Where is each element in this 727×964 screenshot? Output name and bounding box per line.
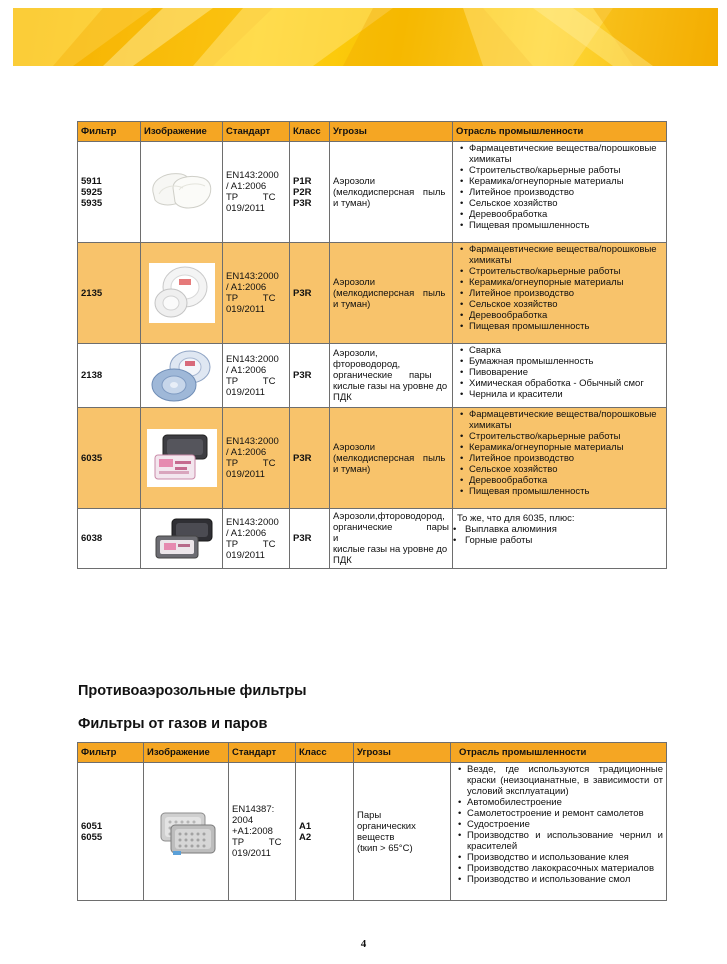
table-row (78, 408, 667, 509)
threats (354, 763, 451, 901)
round-filter-disc-icon (147, 261, 217, 325)
list-item: • Литейное производство (457, 453, 663, 464)
standard-line: / A1:2006 (226, 527, 267, 539)
class-value: P3R (293, 533, 312, 544)
filter-class (290, 344, 330, 408)
page-number: 4 (360, 938, 367, 950)
table-row (78, 142, 667, 243)
standard (223, 243, 290, 344)
threat-line: органические пары (333, 370, 432, 381)
list-item: • Чернила и красители (457, 389, 663, 400)
gas-cartridge-pair-icon (149, 807, 223, 857)
col-header-image: Изображение (144, 743, 229, 763)
table-row (78, 243, 667, 344)
standard-line: EN143:2000 (226, 170, 279, 181)
filter-code: 5935 (81, 197, 103, 209)
filter-code: 5911 (81, 175, 102, 187)
industry-list (453, 344, 667, 408)
filter-class (290, 408, 330, 509)
threat-line: органические пары и (333, 522, 449, 544)
threat-line: ПДК (333, 555, 352, 566)
col-header-industry: Отрасль промышленности (453, 122, 667, 142)
threat-line: веществ (357, 831, 395, 843)
threat-line: Аэрозоли, (333, 348, 378, 359)
industry-list (453, 142, 667, 243)
table-row (78, 344, 667, 408)
filter-codes (78, 344, 141, 408)
col-header-class: Класс (296, 743, 354, 763)
class-value: P3R (293, 370, 312, 381)
gas-filters-table (77, 742, 667, 901)
list-item: • Производство и использование чернил и красителей (455, 830, 663, 852)
filter-code: 5925 (81, 186, 103, 198)
standard-line: / A1:2006 (226, 282, 267, 293)
blue-filter-disc-icon (146, 347, 218, 405)
standard-line: ТР ТС (226, 375, 276, 387)
aerosol-filters-table (77, 121, 667, 569)
industry-list (451, 763, 667, 901)
col-header-image: Изображение (141, 122, 223, 142)
list-item: • Пищевая промышленность (457, 486, 663, 497)
col-header-standard: Стандарт (223, 122, 290, 142)
list-item: • Бумажная промышленность (457, 356, 663, 367)
list-item: • Керамика/огнеупорные материалы (457, 176, 663, 187)
industry-list (453, 408, 667, 509)
class-value: P3R (293, 287, 312, 299)
standard-line: / A1:2006 (226, 447, 267, 458)
product-image (141, 509, 223, 569)
class-value: A2 (299, 831, 312, 843)
col-header-filter: Фильтр (78, 743, 144, 763)
threat-line: Аэрозоли (333, 441, 376, 453)
list-item: • Деревообработка (457, 475, 663, 486)
col-header-threats: Угрозы (354, 743, 451, 763)
table-row (78, 763, 667, 901)
list-item: • Фармацевтические вещества/порошковые химикаты (457, 143, 663, 165)
standard (223, 408, 290, 509)
product-image (141, 344, 223, 408)
filter-class (296, 763, 354, 901)
threat-line: Аэрозоли (333, 276, 376, 288)
threat-line: (мелкодисперсная пыль (333, 287, 446, 299)
threat-line: (мелкодисперсная пыль (333, 186, 446, 198)
standard-line: 2004 (232, 815, 254, 826)
banner-facets (13, 8, 718, 66)
filter-codes (78, 243, 141, 344)
threat-line: Аэрозоли (333, 175, 376, 187)
table-row (78, 509, 667, 569)
list-item: • Строительство/карьерные работы (457, 165, 663, 176)
threat-line: кислые газы на уровне до (333, 544, 448, 555)
standard-line: EN143:2000 (226, 271, 279, 282)
col-header-class: Класс (290, 122, 330, 142)
standard-line: 019/2011 (232, 848, 271, 859)
standard-line: / A1:2006 (226, 364, 267, 376)
section-title-aerosol: Противоаэрозольные фильтры (78, 683, 307, 699)
filter-code: 6055 (81, 831, 103, 843)
filter-code: 6051 (81, 820, 103, 832)
list-item: • Судостроение (455, 819, 663, 830)
threats (330, 509, 453, 569)
filter-class (290, 142, 330, 243)
list-item: • Литейное производство (457, 187, 663, 198)
list-item: • Пивоварение (457, 367, 663, 378)
standard-line: ТР ТС (226, 192, 276, 203)
standard-line: 019/2011 (226, 304, 265, 315)
filter-code: 6035 (81, 452, 103, 464)
threat-line: (tкип > 65°C) (357, 842, 413, 854)
standard (229, 763, 296, 901)
list-item: • Везде, где используются традиционные краски (неизоцианатные, в зависимости от условий эксплуатации) (455, 764, 663, 797)
standard-line: ТР ТС (226, 293, 276, 304)
product-image (141, 243, 223, 344)
class-value: P3R (293, 197, 312, 209)
dark-cartridge-filter-icon (146, 516, 218, 562)
filter-codes (78, 142, 141, 243)
standard (223, 344, 290, 408)
list-item: • Сельское хозяйство (457, 464, 663, 475)
list-item: • Деревообработка (457, 310, 663, 321)
product-image (141, 408, 223, 509)
header-banner (13, 8, 718, 66)
list-item: • Выплавка алюминия (457, 524, 663, 535)
standard-line: 019/2011 (226, 469, 265, 480)
threat-line: Пары (357, 809, 382, 821)
industry-list (453, 243, 667, 344)
standard (223, 509, 290, 569)
standard (223, 142, 290, 243)
col-header-filter: Фильтр (78, 122, 141, 142)
cartridge-filter-icon (145, 427, 219, 489)
standard-line: EN143:2000 (226, 353, 279, 365)
threat-line: Аэрозоли,фтороводород, (333, 511, 445, 522)
standard-line: 019/2011 (226, 549, 265, 561)
standard-line: 019/2011 (226, 203, 265, 214)
standard-line: EN143:2000 (226, 516, 279, 528)
filter-code: 6038 (81, 533, 103, 544)
filter-codes (78, 509, 141, 569)
threat-line: и туман) (333, 298, 371, 310)
filter-code: 2135 (81, 287, 103, 299)
list-item: • Производство и использование клея (455, 852, 663, 863)
threat-line: и туман) (333, 197, 371, 209)
filter-codes (78, 763, 144, 901)
col-header-standard: Стандарт (229, 743, 296, 763)
list-item: • Горные работы (457, 535, 663, 546)
list-item: • Литейное производство (457, 288, 663, 299)
list-item: • Строительство/карьерные работы (457, 431, 663, 442)
standard-line: ТР ТС (226, 458, 276, 469)
standard-line: +A1:2008 (232, 826, 273, 837)
list-item: • Фармацевтические вещества/порошковые химикаты (457, 409, 663, 431)
class-value: P2R (293, 186, 312, 198)
section-title-gas: Фильтры от газов и паров (78, 716, 268, 732)
list-item: • Химическая обработка - Обычный смог (457, 378, 663, 389)
threat-line: кислые газы на уровне до (333, 381, 448, 392)
table-header-row (78, 122, 667, 142)
list-item: • Фармацевтические вещества/порошковые химикаты (457, 244, 663, 266)
threat-line: (мелкодисперсная пыль (333, 452, 446, 464)
list-item: • Самолетостроение и ремонт самолетов (455, 808, 663, 819)
list-item: • Сельское хозяйство (457, 198, 663, 209)
col-header-industry: Отрасль промышленности (451, 743, 667, 763)
standard-line: ТР ТС (226, 538, 276, 550)
list-item: • Производство лакокрасочных материалов (455, 863, 663, 874)
standard-line: EN143:2000 (226, 436, 279, 447)
standard-line: EN14387: (232, 804, 275, 815)
list-item: • Строительство/карьерные работы (457, 266, 663, 277)
industry-list (453, 509, 667, 569)
standard-line: / A1:2006 (226, 181, 267, 192)
list-item: • Керамика/огнеупорные материалы (457, 442, 663, 453)
threat-line: фтороводород, (333, 359, 401, 370)
list-item: • Пищевая промышленность (457, 220, 663, 231)
filter-code: 2138 (81, 370, 103, 381)
class-value: A1 (299, 820, 312, 832)
threats (330, 344, 453, 408)
list-item: • Деревообработка (457, 209, 663, 220)
industry-prefix: То же, что для 6035, плюс: (457, 513, 575, 524)
white-filter-pads-icon (147, 164, 217, 220)
class-value: P1R (293, 175, 312, 187)
filter-class (290, 509, 330, 569)
product-image (144, 763, 229, 901)
threat-line: ПДК (333, 392, 352, 403)
standard-line: 019/2011 (226, 386, 265, 398)
class-value: P3R (293, 452, 312, 464)
filter-codes (78, 408, 141, 509)
filter-class (290, 243, 330, 344)
list-item: • Пищевая промышленность (457, 321, 663, 332)
product-image (141, 142, 223, 243)
list-item: • Керамика/огнеупорные материалы (457, 277, 663, 288)
threats (330, 408, 453, 509)
threat-line: и туман) (333, 463, 371, 475)
threats (330, 243, 453, 344)
list-item: • Автомобилестроение (455, 797, 663, 808)
standard-line: ТР ТС (232, 837, 282, 848)
table-header-row (78, 743, 667, 763)
threats (330, 142, 453, 243)
list-item: • Сельское хозяйство (457, 299, 663, 310)
list-item: • Производство и использование смол (455, 874, 663, 885)
list-item: • Сварка (457, 345, 663, 356)
threat-line: органических (357, 820, 416, 832)
col-header-threats: Угрозы (330, 122, 453, 142)
